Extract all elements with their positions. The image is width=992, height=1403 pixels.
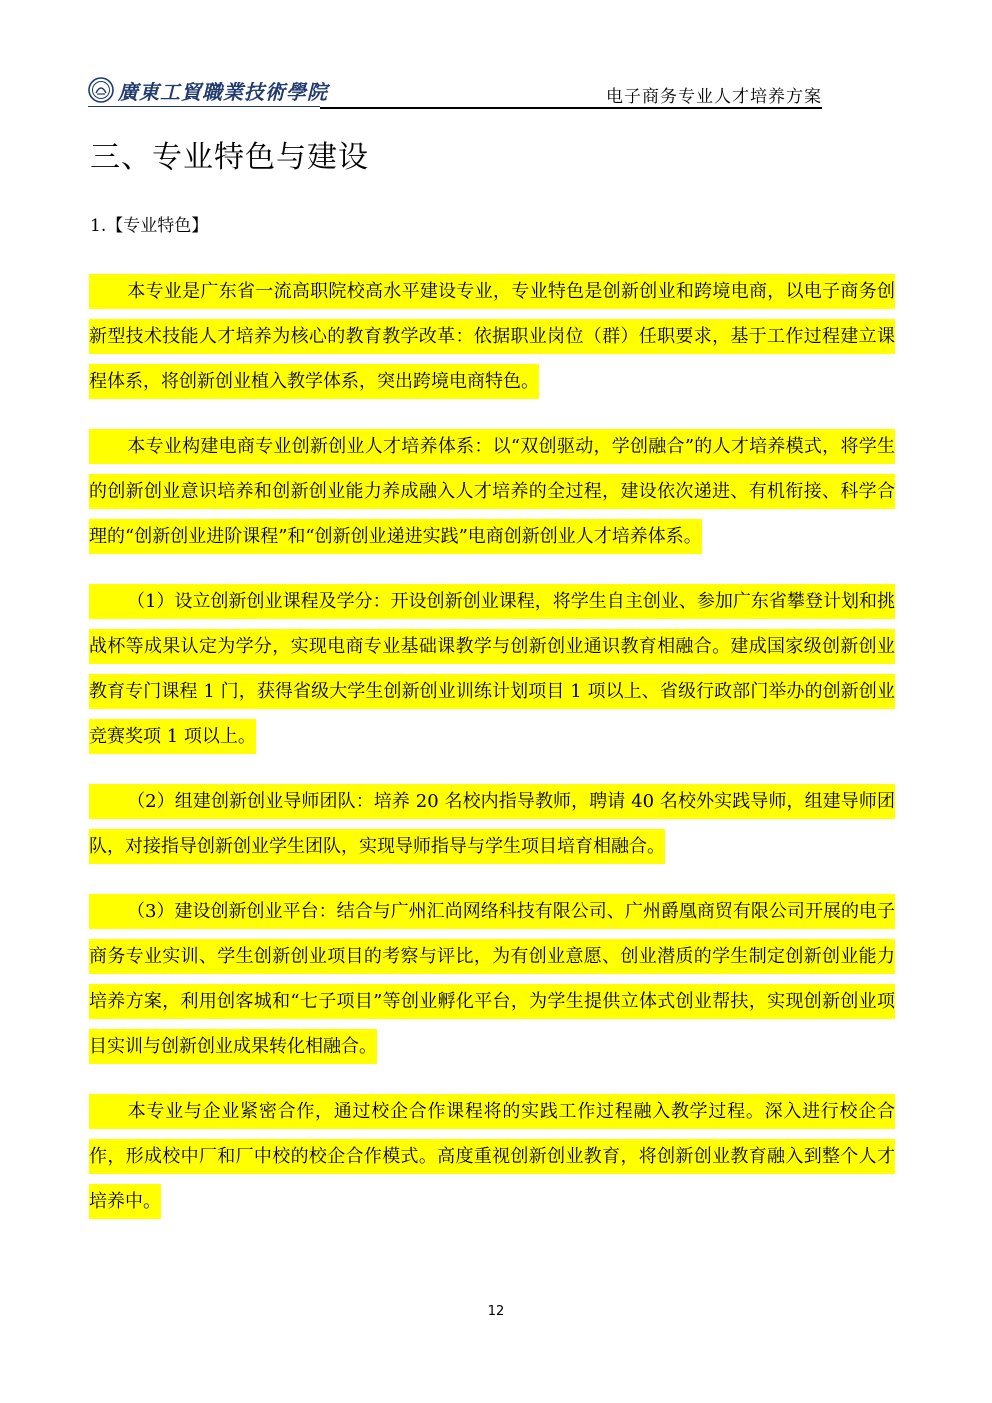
subsection-heading: 1.【专业特色】 [90, 216, 209, 236]
highlighted-text [89, 1094, 895, 1219]
paragraph-text: 本专业构建电商专业创新创业人才培养体系：以“双创驱动，学创融合”的人才培养模式，将学生的创新创业意识培养和创新创业能力养成融入人才培养的全过程，建设依次递进、有机衔接、科学合理的“创新创业进阶课程”和“创新创业递进实践”电商创新创业人才培养体系。 [89, 436, 895, 547]
paragraph-text: 本专业与企业紧密合作，通过校企合作课程将的实践工作过程融入教学过程。深入进行校企合作，形成校中厂和厂中校的校企合作模式。高度重视创新创业教育，将创新创业教育融入到整个人才培养中。 [89, 1101, 895, 1212]
highlighted-text [89, 894, 895, 1064]
highlighted-text [89, 274, 895, 399]
logo-underline [88, 106, 320, 107]
school-seal-icon [88, 77, 114, 103]
paragraph [89, 889, 895, 1069]
page-header [88, 70, 822, 110]
page-number: 12 [487, 1304, 505, 1319]
body-content [89, 269, 895, 1244]
header-rule [320, 107, 822, 109]
paragraph [89, 424, 895, 559]
paragraph [89, 269, 895, 404]
school-logo [88, 74, 328, 106]
school-name: 廣東工貿職業技術學院 [118, 79, 328, 104]
paragraph-text: （2）组建创新创业导师团队：培养 20 名校内指导教师，聘请 40 名校外实践导师，组建导师团队，对接指导创新创业学生团队，实现导师指导与学生项目培育相融合。 [89, 791, 895, 857]
paragraph-text: （3）建设创新创业平台：结合与广州汇尚网络科技有限公司、广州爵凰商贸有限公司开展的电子商务专业实训、学生创新创业项目的考察与评比，为有创业意愿、创业潜质的学生制定创新创业能力培养方案，利用创客城和“七子项目”等创业孵化平台，为学生提供立体式创业帮扶，实现创新创业项目实训与创新创业成果转化相融合。 [89, 901, 895, 1057]
paragraph [89, 579, 895, 759]
highlighted-text [89, 784, 895, 864]
paragraph [89, 1089, 895, 1224]
paragraph-text: 本专业是广东省一流高职院校高水平建设专业，专业特色是创新创业和跨境电商，以电子商务创新型技术技能人才培养为核心的教育教学改革：依据职业岗位（群）任职要求，基于工作过程建立课程体系，将创新创业植入教学体系，突出跨境电商特色。 [89, 281, 895, 392]
section-heading: 三、专业特色与建设 [90, 140, 369, 175]
paragraph [89, 779, 895, 869]
highlighted-text [89, 584, 895, 754]
document-title: 电子商务专业人才培养方案 [606, 87, 822, 107]
highlighted-text [89, 429, 895, 554]
paragraph-text: （1）设立创新创业课程及学分：开设创新创业课程，将学生自主创业、参加广东省攀登计划和挑战杯等成果认定为学分，实现电商专业基础课教学与创新创业通识教育相融合。建成国家级创新创业教育专门课程 1 门，获得省级大学生创新创业训练计划项目 1 项以上、省级行政部门举办的创新创业竞赛奖项 1 项以上。 [89, 591, 895, 747]
